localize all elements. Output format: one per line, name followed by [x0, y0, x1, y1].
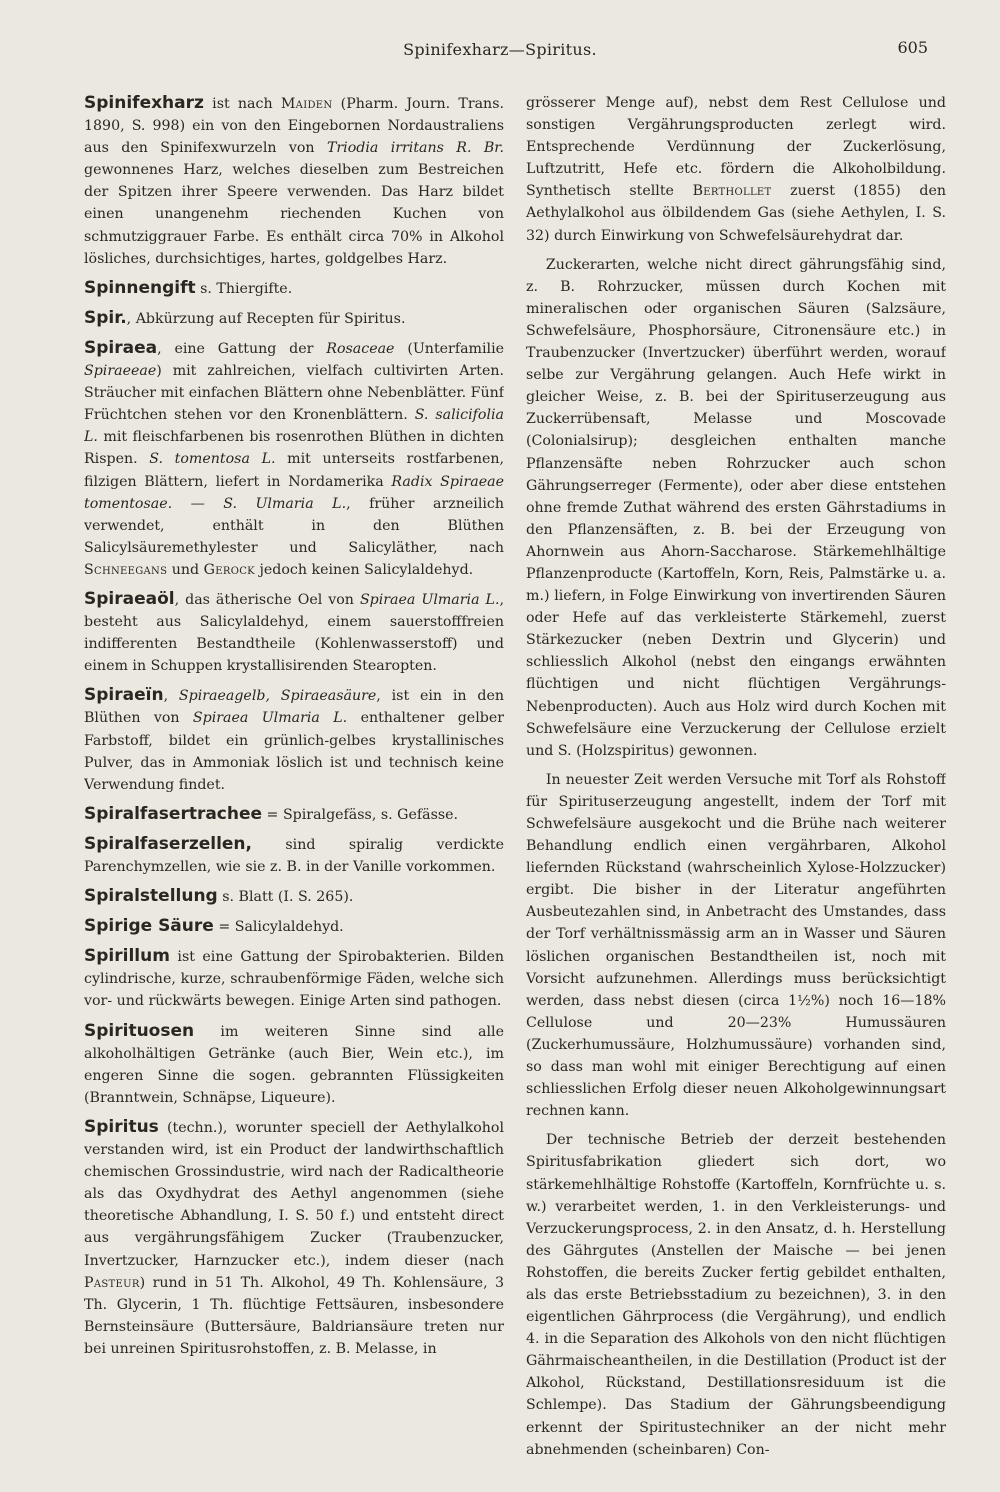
paragraph-betrieb: Der technische Betrieb der derzeit bestehenden Spiritusfabrikation gliedert sich dort, wo stärkemehlhältige Rohstoffe (Kartoffeln, Kornfrüchte u. s. w.) verarbeitet werden, 1. in den Verkleisterungs- und Verzuckerungsprocess, 2. in den Ansatz, d. h. Herstellung des Gährgutes (Anstellen der Maische — bei jenen Rohstoffen, die bereits Zucker fertig gebildet enthalten, als das erste Betriebsstadium zu bezeichnen), 3. in den eigentlichen Gährprocess (die Vergährung), und endlich 4. in die Separation des Alkohols von den nicht flüchtigen Gährmaischeantheilen, in die Destillation (Product ist der Alkohol, Rückstand, Destillationsresiduum ist die Schlempe). Das Stadium der Gährungsbeendigung erkennt der Spiritustechniker an der nicht mehr abnehmenden (scheinbaren) Con-: [526, 1132, 946, 1458]
entry-spiraein: [84, 684, 504, 795]
entry-spiraeaoel: [84, 588, 504, 677]
taxon-name: Spiraeeae: [84, 363, 157, 380]
author-name: Pasteur: [84, 1274, 140, 1291]
entry-spinifexharz: [84, 92, 504, 270]
entry-text: (Unterfamilie: [394, 340, 504, 357]
entry-text: s. Blatt (I. S. 265).: [217, 889, 354, 906]
species-name: Spiraea Ulmaria L.: [359, 591, 500, 608]
entry-spirituosen: [84, 1020, 504, 1109]
entry-text: , Abkürzung auf Recepten für Spiritus.: [126, 310, 406, 327]
headword: Spirillum: [84, 946, 170, 967]
entry-spir: [84, 307, 504, 330]
headword: Spinifexharz: [84, 93, 204, 113]
paragraph-torf: In neuester Zeit werden Versuche mit Torf als Rohstoff für Spirituserzeugung angestellt, indem der Torf mit Schwefelsäure ausgekocht und die Brühe nach weiterer Behandlung endlich einen vergährbaren, Alkohol liefernden Rückstand (wahrscheinlich Xylose-Holzzucker) ergibt. Die bisher in der Literatur angeführten Ausbeutezahlen sind, in Anbetracht des Umstandes, dass der Torf verhältnissmässig arm an in Wasser und Säuren löslichen organischen Bestandtheilen ist, noch mit Vorsicht aufzunehmen. Allerdings muss berücksichtigt werden, dass nebst diesen (circa 1½%) noch 16—18% Cellulose und 20—23% Humussäuren (Zuckerhumussäure, Holzhumussäure) vorhanden sind, so dass man wohl mit einiger Berechtigung auf einen schliesslichen Erfolg dieser neuen Alkoholgewinnungsart rechnen kann.: [526, 771, 946, 1120]
entry-text: = Salicylaldehyd.: [213, 919, 344, 936]
entry-text: , eine Gattung der: [157, 340, 327, 357]
entry-text: s. Thiergifte.: [195, 280, 293, 297]
entry-text: = Spiralgefäss, s. Gefässe.: [262, 806, 459, 823]
author-name: Maiden: [280, 96, 333, 112]
entry-text: , das ätherische Oel von: [174, 591, 360, 608]
entry-text: ist eine Gattung der Spirobakterien. Bilden cylindrische, kurze, schraubenförmige Fäden, welche sich vor- und rückwärts bewegen. Einige Arten sind pathogen.: [84, 949, 504, 1010]
headword: Spiraea: [84, 337, 158, 358]
drug-name: Radix Spiraeae tomentosae. — S. Ulmaria L.: [84, 473, 504, 512]
author-name: Berthollet: [692, 183, 772, 200]
headword: Spir.: [84, 307, 127, 328]
entry-text: (Pharm. Journ. Trans. 1890, S. 998) ein von den Eingebornen Nordaustraliens aus den Spinifexwurzeln von: [84, 96, 504, 157]
entry-spiralfaserzellen: [84, 833, 504, 878]
entry-text: gewonnenes Harz, welches dieselben zum Bestreichen der Spitzen ihrer Speere verwenden. Das Harz bildet einen unangenehm riechenden Kuchen von schmutziggrauer Farbe. Es enthält circa 70% in Alkohol lösliches, durchsichtiges, hartes, goldgelbes Harz.: [84, 162, 504, 267]
text-columns: [84, 92, 946, 1462]
species-name: S. tomentosa L.: [149, 451, 276, 468]
entry-spiritus: [84, 1116, 504, 1360]
headword: Spiralstellung: [84, 886, 218, 907]
entry-text: , früher arzneilich verwendet, enthält in den Blüthen Salicylsäuremethylester und Salicyläther, nach: [84, 495, 504, 556]
entry-spiralfasertrachee: [84, 803, 504, 826]
species-name: Spiraea Ulmaria L.: [192, 710, 348, 727]
entry-text: und: [167, 561, 204, 578]
entry-spiraea: [84, 337, 504, 581]
paragraph-text: zuerst (1855) den Aethylalkohol aus ölbildendem Gas (siehe Aethylen, I. S. 32) durch Einwirkung von Schwefelsäurehydrat dar.: [526, 183, 946, 244]
species-name: S. salicifolia L.: [84, 407, 504, 446]
entry-text: , besteht aus Salicylaldehyd, einem sauerstofffreien indifferenten Bestandtheile (Kohlenwasserstoff) und einem in Schuppen krystallisirenden Stearopten.: [84, 591, 504, 675]
entry-text: sind spiralig verdickte Parenchymzellen, wie sie z. B. in der Vanille vorkommen.: [84, 836, 504, 875]
entry-text: mit unterseits rostfarbenen, filzigen Blättern, liefert in Nordamerika: [84, 451, 504, 490]
right-column: [526, 92, 946, 1462]
entry-text: ,: [163, 688, 179, 705]
author-name: Gerock: [203, 561, 255, 578]
headword: Spirituosen: [84, 1020, 195, 1041]
headword: Spinnengift: [84, 277, 196, 298]
left-column: [84, 92, 504, 1462]
headword: Spiraeaöl: [84, 588, 175, 609]
page-number: 605: [897, 38, 928, 57]
headword: Spiritus: [84, 1116, 159, 1137]
entry-spinnengift: [84, 277, 504, 300]
paragraph-zuckerarten: Zuckerarten, welche nicht direct gährungsfähig sind, z. B. Rohrzucker, müssen durch Kochen mit mineralischen oder organischen Säuren (Salzsäure, Schwefelsäure, Phosphorsäure, Citronensäure etc.) in Traubenzucker (Invertzucker) überführt werden, worauf selbe zur Vergährung gelangen. Auch Hefe wirkt in gleicher Weise, z. B. bei der Spirituserzeugung aus Zuckerrübensaft, Melasse und Moscovade (Colonialsirup); desgleichen enthalten manche Pflanzensäfte neben Rohrzucker auch schon Gährungserreger (Fermente), oder aber diese entstehen ohne fremde Zuthat während des ersten Gährstadiums in den Pflanzensäften, z. B. bei der Erzeugung von Ahornwein aus Ahorn-Saccharose. Stärkemehlhältige Pflanzenproducte (Kartoffeln, Korn, Reis, Palmstärke u. a. m.) liefern, in Folge Einwirkung von invertirenden Säuren oder Hefe auf das verkleisterte Stärkemehl, zuerst Stärkezucker (neben Dextrin und Glycerin) und schliesslich Alkohol (nebst den eingangs erwähnten flüchtigen und nicht flüchtigen Vergährungs-Nebenproducten). Auch aus Holz wird durch Kochen mit Schwefelsäure eine Verzuckerung der Cellulose erzielt und S. (Holzspiritus) gewonnen.: [526, 256, 946, 759]
entry-text: ) rund in 51 Th. Alkohol, 49 Th. Kohlensäure, 3 Th. Glycerin, 1 Th. flüchtige Fettsäuren, insbesondere Bernsteinsäure (Buttersäure, Baldriansäure treten nur bei unreinen Spiritusrohstoffen, z. B. Melasse, in: [84, 1274, 504, 1357]
headword: Spirige Säure: [84, 916, 214, 937]
entry-text: ist nach: [203, 96, 281, 112]
running-title: Spinifexharz—Spiritus.: [403, 40, 597, 59]
entry-text: , ist ein in den Blüthen von: [84, 688, 504, 727]
headword: Spiraeïn: [84, 685, 164, 706]
entry-spirige-saeure: [84, 915, 504, 938]
entry-text: jedoch keinen Salicylaldehyd.: [254, 561, 474, 578]
entry-text: mit fleischfarbenen bis rosenrothen Blüthen in dichten Rispen.: [84, 429, 504, 468]
entry-spirillum: [84, 945, 504, 1012]
entry-text: im weiteren Sinne sind alle alkoholhältigen Getränke (auch Bier, Wein etc.), im engeren Sinne die sogen. gebrannten Flüssigkeiten (Branntwein, Schnäpse, Liqueure).: [84, 1023, 504, 1106]
paragraph-text: grösserer Menge auf), nebst dem Rest Cellulose und sonstigen Vergährungsproducten zerlegt wird. Entsprechende Verdünnung der Zuckerlösung, Luftzutritt, Hefe etc. fördern die Alkoholbildung. Synthetisch stellte: [526, 95, 946, 200]
entry-text: (techn.), worunter speciell der Aethylalkohol verstanden wird, ist ein Product der landwirthschaftlich chemischen Grossindustrie, wird nach der Radicaltheorie als das Oxydhydrat des Aethyl angenommen (siehe theoretische Abhandlung, I. S. 50 f.) und entsteht direct aus vergährungsfähigem Zucker (Traubenzucker, Invertzucker, Harnzucker etc.), indem dieser (nach: [84, 1119, 504, 1269]
headword: Spiralfasertrachee: [84, 803, 263, 824]
author-name: Schneegans: [84, 561, 168, 578]
synonyms: Spiraeagelb, Spiraeasäure: [178, 688, 377, 705]
species-name: Triodia irritans R. Br.: [326, 140, 504, 157]
entry-spiralstellung: [84, 885, 504, 908]
taxon-name: Rosaceae: [326, 340, 395, 357]
headword: Spiralfaserzellen,: [84, 833, 252, 854]
entry-text: enthaltener gelber Farbstoff, bildet ein grünlich-gelbes krystallinisches Pulver, das in Ammoniak löslich ist und technisch keine Verwendung findet.: [84, 710, 504, 793]
entry-text: ) mit zahlreichen, vielfach cultivirten Arten. Sträucher mit einfachen Blättern ohne Nebenblätter. Fünf Früchtchen stehen vor den Kronenblättern.: [84, 363, 504, 424]
continued-paragraph: [526, 92, 946, 247]
